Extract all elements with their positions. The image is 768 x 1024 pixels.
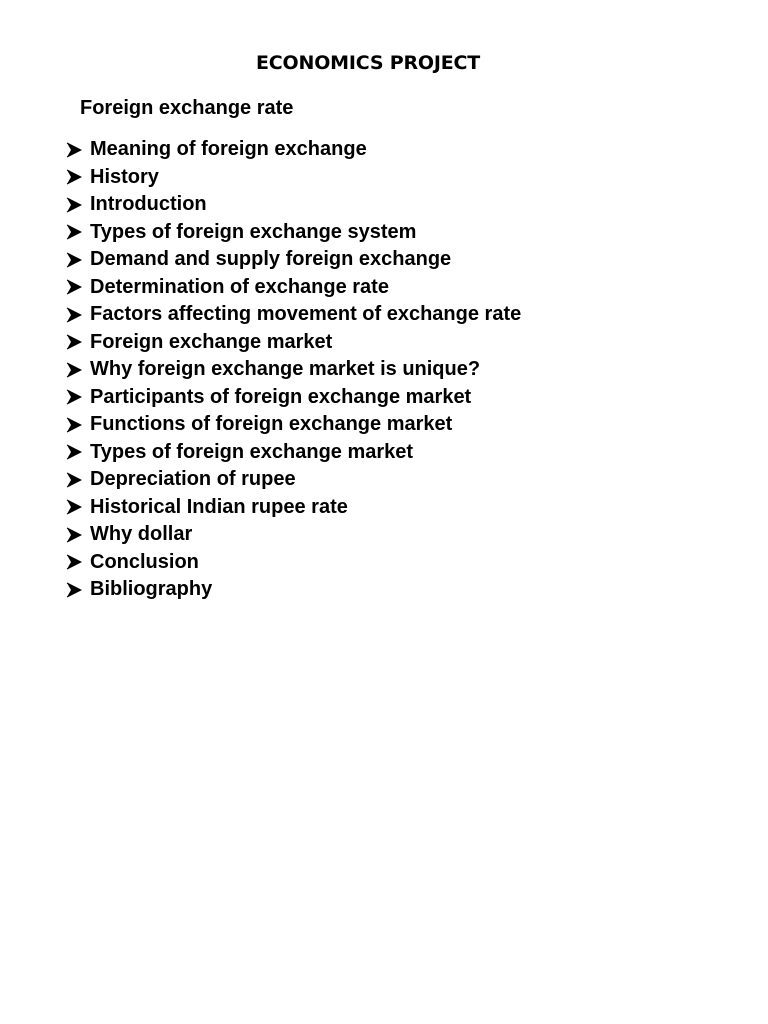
list-item-label: Foreign exchange market [90, 330, 333, 353]
arrowhead-bullet-icon [66, 334, 82, 350]
contents-list [66, 136, 521, 604]
list-item [66, 329, 521, 357]
arrowhead-bullet-icon [66, 224, 82, 240]
page-title: ECONOMICS PROJECT [256, 52, 480, 74]
list-item-label: Introduction [90, 193, 207, 216]
list-item [66, 549, 521, 577]
list-item [66, 301, 521, 329]
arrowhead-bullet-icon [66, 582, 82, 598]
arrowhead-bullet-icon [66, 197, 82, 213]
page-subtitle: Foreign exchange rate [80, 97, 294, 119]
arrowhead-bullet-icon [66, 417, 82, 433]
list-item-label: History [90, 165, 159, 188]
arrowhead-bullet-icon [66, 499, 82, 515]
list-item-label: Factors affecting movement of exchange rate [90, 303, 522, 326]
list-item [66, 274, 521, 302]
list-item [66, 576, 521, 604]
arrowhead-bullet-icon [66, 142, 82, 158]
list-item-label: Conclusion [90, 550, 199, 573]
list-item-label: Types of foreign exchange system [90, 220, 417, 243]
arrowhead-bullet-icon [66, 444, 82, 460]
list-item [66, 466, 521, 494]
arrowhead-bullet-icon [66, 389, 82, 405]
arrowhead-bullet-icon [66, 472, 82, 488]
list-item [66, 521, 521, 549]
arrowhead-bullet-icon [66, 279, 82, 295]
arrowhead-bullet-icon [66, 362, 82, 378]
arrowhead-bullet-icon [66, 307, 82, 323]
arrowhead-bullet-icon [66, 169, 82, 185]
list-item [66, 356, 521, 384]
list-item-label: Determination of exchange rate [90, 275, 389, 298]
list-item-label: Participants of foreign exchange market [90, 385, 472, 408]
list-item [66, 136, 521, 164]
list-item [66, 494, 521, 522]
list-item [66, 246, 521, 274]
list-item-label: Functions of foreign exchange market [90, 413, 453, 436]
list-item-label: Bibliography [90, 578, 213, 601]
arrowhead-bullet-icon [66, 252, 82, 268]
list-item [66, 219, 521, 247]
arrowhead-bullet-icon [66, 527, 82, 543]
list-item-label: Meaning of foreign exchange [90, 138, 367, 161]
list-item-label: Types of foreign exchange market [90, 440, 414, 463]
list-item [66, 191, 521, 219]
list-item [66, 439, 521, 467]
list-item [66, 411, 521, 439]
list-item-label: Demand and supply foreign exchange [90, 248, 452, 271]
list-item-label: Why dollar [90, 523, 193, 546]
arrowhead-bullet-icon [66, 554, 82, 570]
list-item [66, 384, 521, 412]
list-item-label: Historical Indian rupee rate [90, 495, 348, 518]
list-item [66, 164, 521, 192]
list-item-label: Why foreign exchange market is unique? [90, 358, 481, 381]
list-item-label: Depreciation of rupee [90, 468, 296, 491]
